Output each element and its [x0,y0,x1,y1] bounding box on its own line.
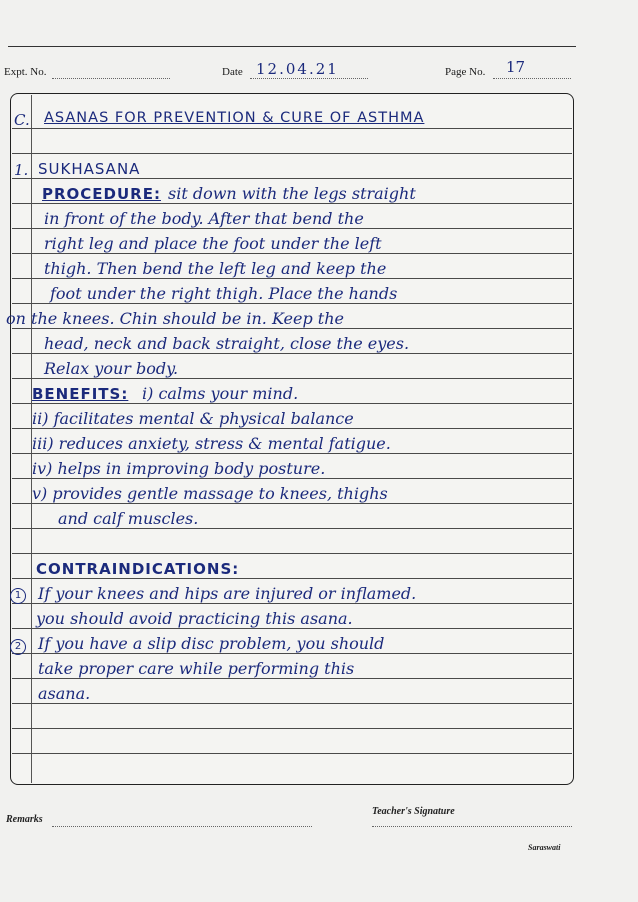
header-rule [8,46,576,47]
procedure-line: foot under the right thigh. Place the hands [50,284,398,303]
ruled-line [12,378,572,379]
benefit-item: iii) reduces anxiety, stress & mental fatigue. [32,434,391,453]
benefit-item: i) calms your mind. [142,384,299,403]
teacher-signature-line [372,826,572,827]
procedure-line: head, neck and back straight, close the eyes. [44,334,410,353]
ruled-line [12,203,572,204]
asana-number: 1. [14,161,29,179]
ruled-line [12,528,572,529]
contraindications-heading: CONTRAINDICATIONS: [36,560,240,578]
ruled-line [12,353,572,354]
contraindication-line: If your knees and hips are injured or inflamed. [38,584,417,603]
contraindication-line: If you have a slip disc problem, you should [38,634,385,653]
page-no-label: Page No. [445,66,486,78]
ruled-line [12,628,572,629]
ruled-line [12,553,572,554]
ruled-line [12,403,572,404]
contra-number-marker: 1 [10,588,26,604]
expt-no-line [52,78,170,79]
date-line [250,78,368,79]
ruled-line [12,278,572,279]
ruled-line [12,678,572,679]
contraindication-line: you should avoid practicing this asana. [36,609,353,628]
ruled-line [12,753,572,754]
contraindication-line: take proper care while performing this [38,659,355,678]
ruled-line [12,228,572,229]
asana-name: SUKHASANA [38,160,141,178]
ruled-line [12,478,572,479]
procedure-line: on the knees. Chin should be in. Keep the [6,309,344,328]
ruled-line [12,253,572,254]
ruled-line [12,503,572,504]
ruled-line [12,128,572,129]
procedure-line: right leg and place the foot under the left [44,234,382,253]
benefit-item: and calf muscles. [58,509,199,528]
ruled-line [12,728,572,729]
procedure-line: in front of the body. After that bend the [44,209,364,228]
page-title: ASANAS FOR PREVENTION & CURE OF ASTHMA [44,110,425,126]
teacher-signature-label: Teacher's Signature [372,806,455,817]
contra-number-marker: 2 [10,639,26,655]
contraindication-line: asana. [38,684,91,703]
brand-logo: Saraswati [528,843,561,852]
ruled-line [12,603,572,604]
ruled-line [12,178,572,179]
expt-no-label: Expt. No. [4,66,47,78]
section-marker: C. [14,111,30,129]
ruled-line [12,153,572,154]
page-no-line [493,78,571,79]
remarks-line [52,826,312,827]
benefits-heading: BENEFITS: [32,385,129,403]
ruled-line [12,703,572,704]
benefit-item: v) provides gentle massage to knees, thighs [32,484,388,503]
page-no-value: 17 [506,58,526,76]
ruled-line [12,578,572,579]
ruled-line [12,428,572,429]
ruled-line [12,303,572,304]
ruled-line [12,328,572,329]
benefit-item: ii) facilitates mental & physical balance [32,409,354,428]
procedure-line: Relax your body. [44,359,179,378]
benefit-item: iv) helps in improving body posture. [32,459,326,478]
procedure-line: sit down with the legs straight [168,184,416,203]
date-label: Date [222,66,243,78]
date-value: 12.04.21 [256,60,339,78]
ruled-line [12,653,572,654]
ruled-line [12,453,572,454]
procedure-line: thigh. Then bend the left leg and keep the [44,259,387,278]
procedure-heading: PROCEDURE: [42,185,161,203]
remarks-label: Remarks [6,814,43,825]
